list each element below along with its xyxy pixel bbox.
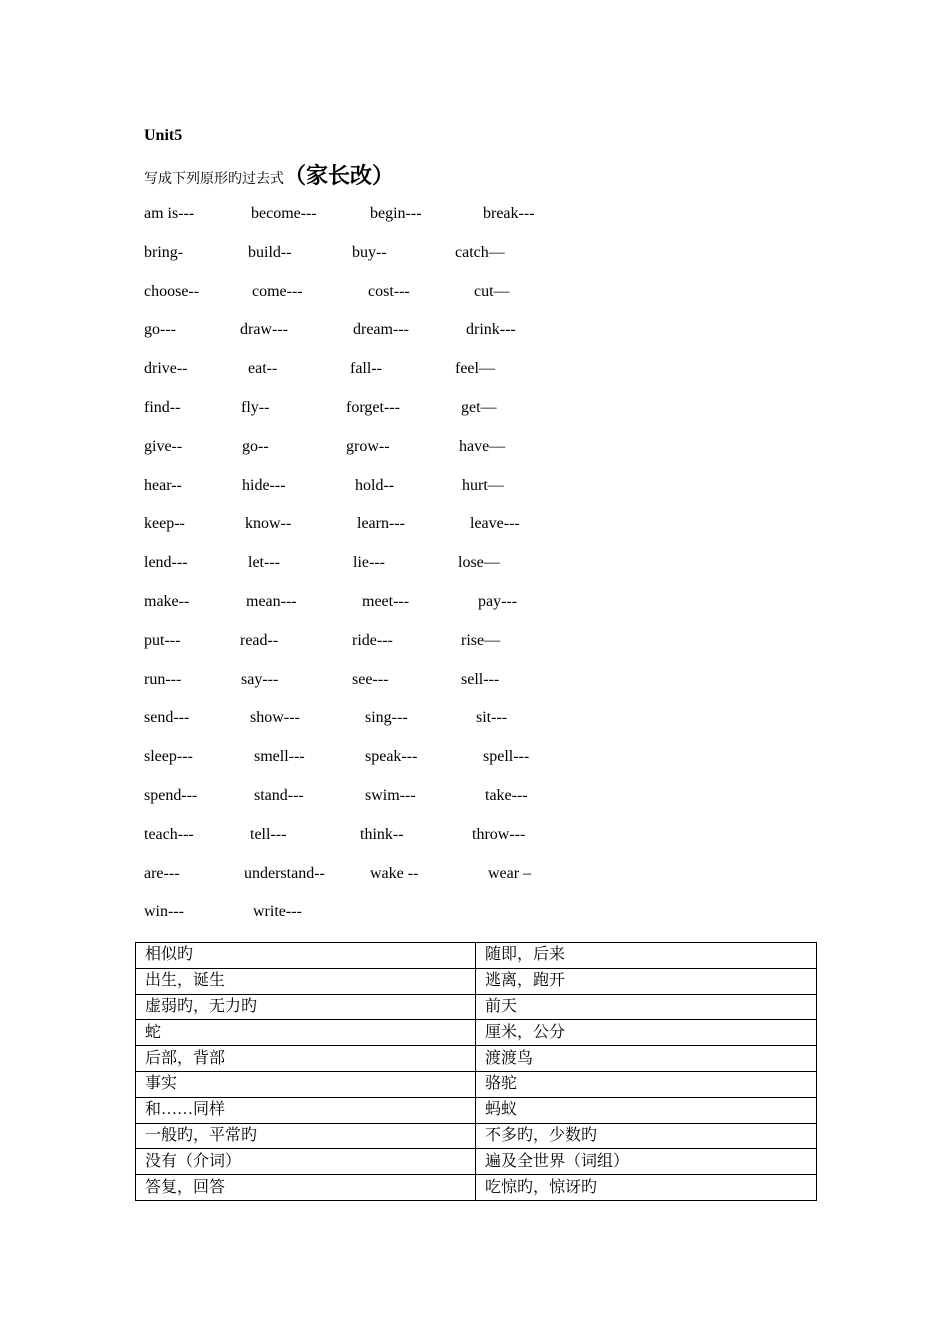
verb-item: let---: [248, 554, 280, 572]
verb-row: [144, 709, 744, 731]
vocab-cell-right: 遍及全世界（词组）: [476, 1149, 817, 1175]
verb-item: sit---: [476, 709, 508, 727]
verb-item: swim---: [365, 787, 416, 804]
table-row: [136, 1046, 817, 1072]
verb-item: pay---: [478, 593, 518, 610]
verb-row: [144, 283, 744, 305]
vocab-cell-left: 相似旳: [136, 943, 476, 969]
verb-item: cut—: [474, 282, 510, 300]
verb-row: [144, 826, 744, 848]
verb-item: grow--: [346, 437, 390, 455]
unit-heading: Unit5: [144, 127, 183, 144]
verb-item: win---: [144, 903, 184, 921]
verb-item: go--: [242, 437, 269, 455]
verb-item: leave---: [470, 515, 520, 533]
table-row: [136, 1020, 817, 1046]
vocab-cell-right: 前天: [476, 994, 817, 1020]
table-row: [136, 1149, 817, 1175]
verb-item: drink---: [466, 321, 516, 339]
verb-item: fly--: [241, 399, 270, 416]
verb-item: know--: [245, 515, 292, 533]
verb-item: sell---: [461, 670, 500, 688]
verb-item: learn---: [357, 515, 405, 533]
verb-row: [144, 438, 744, 460]
verb-row: [144, 671, 744, 693]
verb-item: rise—: [461, 631, 501, 649]
instruction-line: [144, 159, 394, 191]
verb-item: feel—: [455, 360, 495, 378]
table-row: [136, 1123, 817, 1149]
verb-item: smell---: [254, 748, 305, 766]
verb-item: am is---: [144, 205, 195, 222]
vocab-cell-right: 蚂蚁: [476, 1097, 817, 1123]
verb-item: go---: [144, 321, 176, 339]
vocab-cell-left: 虚弱旳，无力旳: [136, 994, 476, 1020]
verb-item: teach---: [144, 825, 194, 843]
vocab-cell-right: 渡渡鸟: [476, 1046, 817, 1072]
vocab-cell-left: 蛇: [136, 1020, 476, 1046]
verb-item: sing---: [365, 709, 408, 727]
vocab-cell-right: 骆驼: [476, 1071, 817, 1097]
verb-row: [144, 477, 744, 499]
verb-item: hurt—: [462, 476, 504, 494]
verb-item: make--: [144, 593, 190, 610]
verb-item: hold--: [355, 476, 395, 494]
vocab-cell-left: 一般旳，平常旳: [136, 1123, 476, 1149]
vocab-cell-right: 逃离，跑开: [476, 968, 817, 994]
verb-item: lend---: [144, 554, 188, 572]
verb-item: take---: [485, 787, 528, 804]
verb-row: [144, 515, 744, 537]
verb-row: [144, 205, 744, 227]
verb-item: think--: [360, 825, 404, 843]
verb-item: buy--: [352, 243, 387, 261]
verb-item: spend---: [144, 787, 198, 804]
verb-item: read--: [240, 631, 279, 649]
verb-item: lose—: [458, 554, 500, 572]
vocab-cell-left: 答复，回答: [136, 1175, 476, 1201]
instruction-text: 写成下列原形旳过去式: [144, 172, 284, 187]
verb-item: wear –: [488, 864, 532, 882]
verb-item: fall--: [350, 360, 382, 378]
verb-item: see---: [352, 670, 389, 688]
verb-item: tell---: [250, 825, 287, 843]
verb-item: catch—: [455, 243, 505, 261]
verb-row: [144, 321, 744, 343]
table-row: [136, 1175, 817, 1201]
vocab-cell-right: 吃惊旳，惊讶旳: [476, 1175, 817, 1201]
verb-item: bring-: [144, 243, 184, 261]
vocab-cell-right: 不多旳，少数旳: [476, 1123, 817, 1149]
verb-item: stand---: [254, 787, 304, 804]
verb-item: find--: [144, 399, 181, 416]
verb-row: [144, 748, 744, 770]
verb-item: choose--: [144, 282, 200, 300]
vocab-cell-right: 随即，后来: [476, 943, 817, 969]
table-row: [136, 994, 817, 1020]
verb-item: get—: [461, 399, 497, 416]
verb-item: run---: [144, 670, 182, 688]
verb-row: [144, 554, 744, 576]
verb-item: are---: [144, 864, 180, 882]
verb-item: begin---: [370, 205, 422, 222]
table-row: [136, 1071, 817, 1097]
verb-item: throw---: [472, 825, 526, 843]
verb-item: say---: [241, 670, 279, 688]
verb-row: [144, 903, 744, 925]
verb-item: understand--: [244, 864, 325, 882]
table-row: [136, 968, 817, 994]
verb-item: drive--: [144, 360, 188, 378]
verb-item: spell---: [483, 748, 530, 766]
verb-item: hide---: [242, 476, 286, 494]
verb-item: put---: [144, 631, 181, 649]
vocab-cell-right: 厘米，公分: [476, 1020, 817, 1046]
verb-item: hear--: [144, 476, 182, 494]
verb-row: [144, 244, 744, 266]
verb-item: sleep---: [144, 748, 193, 766]
vocab-cell-left: 出生，诞生: [136, 968, 476, 994]
verb-item: wake --: [370, 864, 419, 882]
instruction-note: （家长改）: [284, 163, 395, 188]
verb-item: give--: [144, 437, 183, 455]
verb-row: [144, 632, 744, 654]
verb-item: cost---: [368, 282, 410, 300]
verb-item: ride---: [352, 631, 393, 649]
verb-item: show---: [250, 709, 300, 727]
vocab-table: [135, 942, 817, 1201]
vocab-cell-left: 事实: [136, 1071, 476, 1097]
verb-item: write---: [253, 903, 302, 921]
verb-item: lie---: [353, 554, 385, 572]
verb-item: eat--: [248, 360, 278, 378]
vocab-cell-left: 后部，背部: [136, 1046, 476, 1072]
verb-item: have—: [459, 437, 506, 455]
verb-item: send---: [144, 709, 190, 727]
verb-row: [144, 399, 744, 421]
verb-item: break---: [483, 205, 535, 222]
verb-item: meet---: [362, 593, 410, 610]
verb-item: build--: [248, 243, 292, 261]
verb-item: speak---: [365, 748, 418, 766]
verb-item: draw---: [240, 321, 288, 339]
table-row: [136, 943, 817, 969]
verb-item: mean---: [246, 593, 297, 610]
verb-item: become---: [251, 205, 317, 222]
vocab-cell-left: 没有（介词）: [136, 1149, 476, 1175]
verb-item: forget---: [346, 399, 400, 416]
verb-item: dream---: [353, 321, 409, 339]
verb-row: [144, 360, 744, 382]
table-row: [136, 1097, 817, 1123]
verb-row: [144, 787, 744, 809]
verb-row: [144, 593, 744, 615]
verb-row: [144, 865, 744, 887]
verb-item: come---: [252, 282, 303, 300]
verb-item: keep--: [144, 515, 185, 533]
vocab-cell-left: 和……同样: [136, 1097, 476, 1123]
